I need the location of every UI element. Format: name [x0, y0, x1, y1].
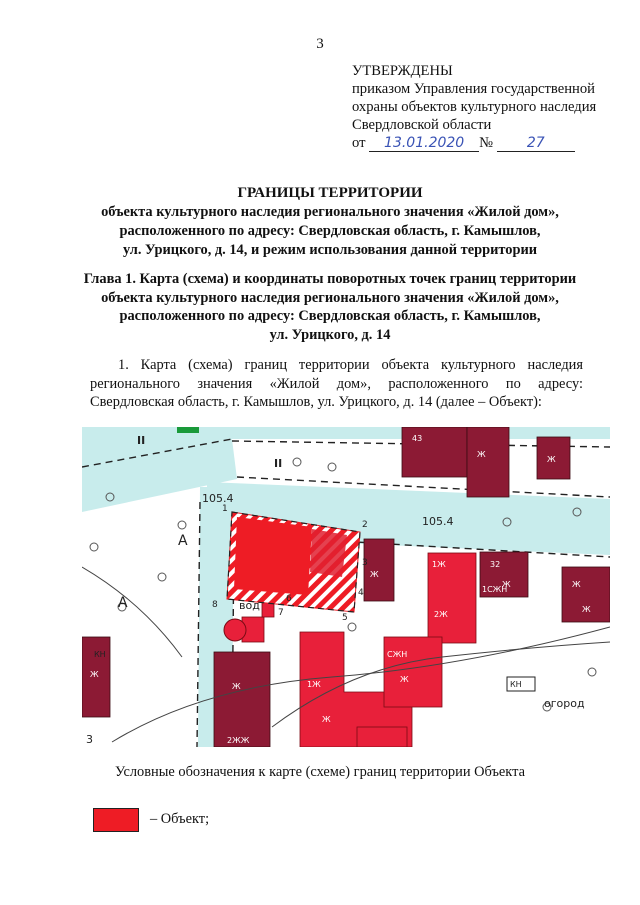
map-building-label: 1Ж [307, 680, 321, 689]
approval-line-3: Свердловской области [352, 117, 492, 133]
map-building-label: Ж [572, 580, 581, 589]
approval-block [352, 62, 622, 152]
legend-object-label: – Объект; [150, 811, 210, 827]
map-building-label: СЖН [387, 650, 408, 659]
map-building-label: Ж [582, 605, 591, 614]
approval-line-1: приказом Управления государственной [352, 81, 595, 97]
map-building-label: Ж [370, 570, 379, 579]
map-building-label: Ж [477, 450, 486, 459]
map-street-label: II [137, 434, 146, 447]
map-scheme [82, 427, 610, 747]
legend-object-swatch [93, 808, 139, 832]
page-number: 3 [316, 36, 324, 52]
chapter-line-2: объекта культурного наследия регионального значения «Жилой дом», [101, 289, 559, 306]
map-point-label: 5 [342, 613, 348, 623]
map-text-label: огород [544, 697, 585, 710]
map-area-label: А [178, 533, 188, 549]
map-building-label: Ж [400, 675, 409, 684]
approval-date-line [352, 134, 622, 152]
legend-title: Условные обозначения к карте (схеме) границ территории Объекта [115, 764, 525, 780]
document-title [60, 184, 600, 260]
map-street-label: II [274, 457, 283, 470]
map-building-label: КН [94, 650, 106, 659]
map-building-label: 1Ж [432, 560, 446, 569]
map-building-label: 2Ж [434, 610, 448, 619]
map-building-label: Ж [547, 455, 556, 464]
map-building-label: Ж [322, 715, 331, 724]
map-building-label: Ж [90, 670, 99, 679]
chapter-line-4: ул. Урицкого, д. 14 [269, 326, 391, 343]
green-area [177, 427, 199, 433]
map-building-label: 2ЖЖ [227, 736, 250, 745]
map-building-label: 43 [412, 434, 423, 443]
map-building-label: КН [510, 680, 522, 689]
map-building-label: 32 [490, 560, 501, 569]
approval-heading: УТВЕРЖДЕНЫ [352, 63, 453, 79]
map-point-label: 1 [222, 504, 228, 514]
map-building-label: Ж [232, 682, 241, 691]
map-building-label: 3 [86, 733, 93, 746]
chapter-line-1: Глава 1. Карта (схема) и координаты поворотных точек границ территории [83, 271, 577, 287]
map-building-label: Ж [502, 580, 511, 589]
map-point-label: 7 [278, 608, 284, 618]
map-area-label: А [118, 595, 128, 611]
approval-number: 27 [497, 136, 575, 152]
map-building-label: 1СЖН [482, 585, 508, 594]
approval-line-2: охраны объектов культурного наследия [352, 99, 597, 115]
title-line-4: ул. Урицкого, д. 14, и режим использования данной территории [122, 242, 538, 258]
number-sign: № [479, 135, 494, 151]
map-point-label: 6 [286, 594, 292, 604]
map-point-label: 8 [212, 600, 218, 610]
chapter-line-3: расположенного по адресу: Свердловская область, г. Камышлов, [119, 308, 541, 324]
map-point-label: 4 [358, 588, 364, 598]
map-text-label: вод [239, 599, 260, 612]
paragraph-1: 1. Карта (схема) границ территории объекта культурного наследия регионального значения «Жилой дом», расположенного по адресу: Свердловская область, г. Камышлов, ул. Урицкого, д. 14 (далее – Объект): [90, 357, 583, 410]
title-line-3: расположенного по адресу: Свердловская область, г. Камышлов, [119, 223, 541, 239]
map-point-label: 3 [362, 558, 368, 568]
map-elevation-label: 105.4 [422, 515, 454, 528]
from-prefix: от [352, 135, 366, 151]
chapter-heading [60, 270, 600, 344]
map-elevation-label: 105.4 [202, 492, 234, 505]
map-circle [224, 619, 246, 641]
title-line-1: ГРАНИЦЫ ТЕРРИТОРИИ [237, 185, 423, 201]
map-point-label: 2 [362, 520, 368, 530]
approval-date: 13.01.2020 [369, 136, 479, 152]
title-line-2: объекта культурного наследия регионального значения «Жилой дом», [101, 204, 559, 220]
